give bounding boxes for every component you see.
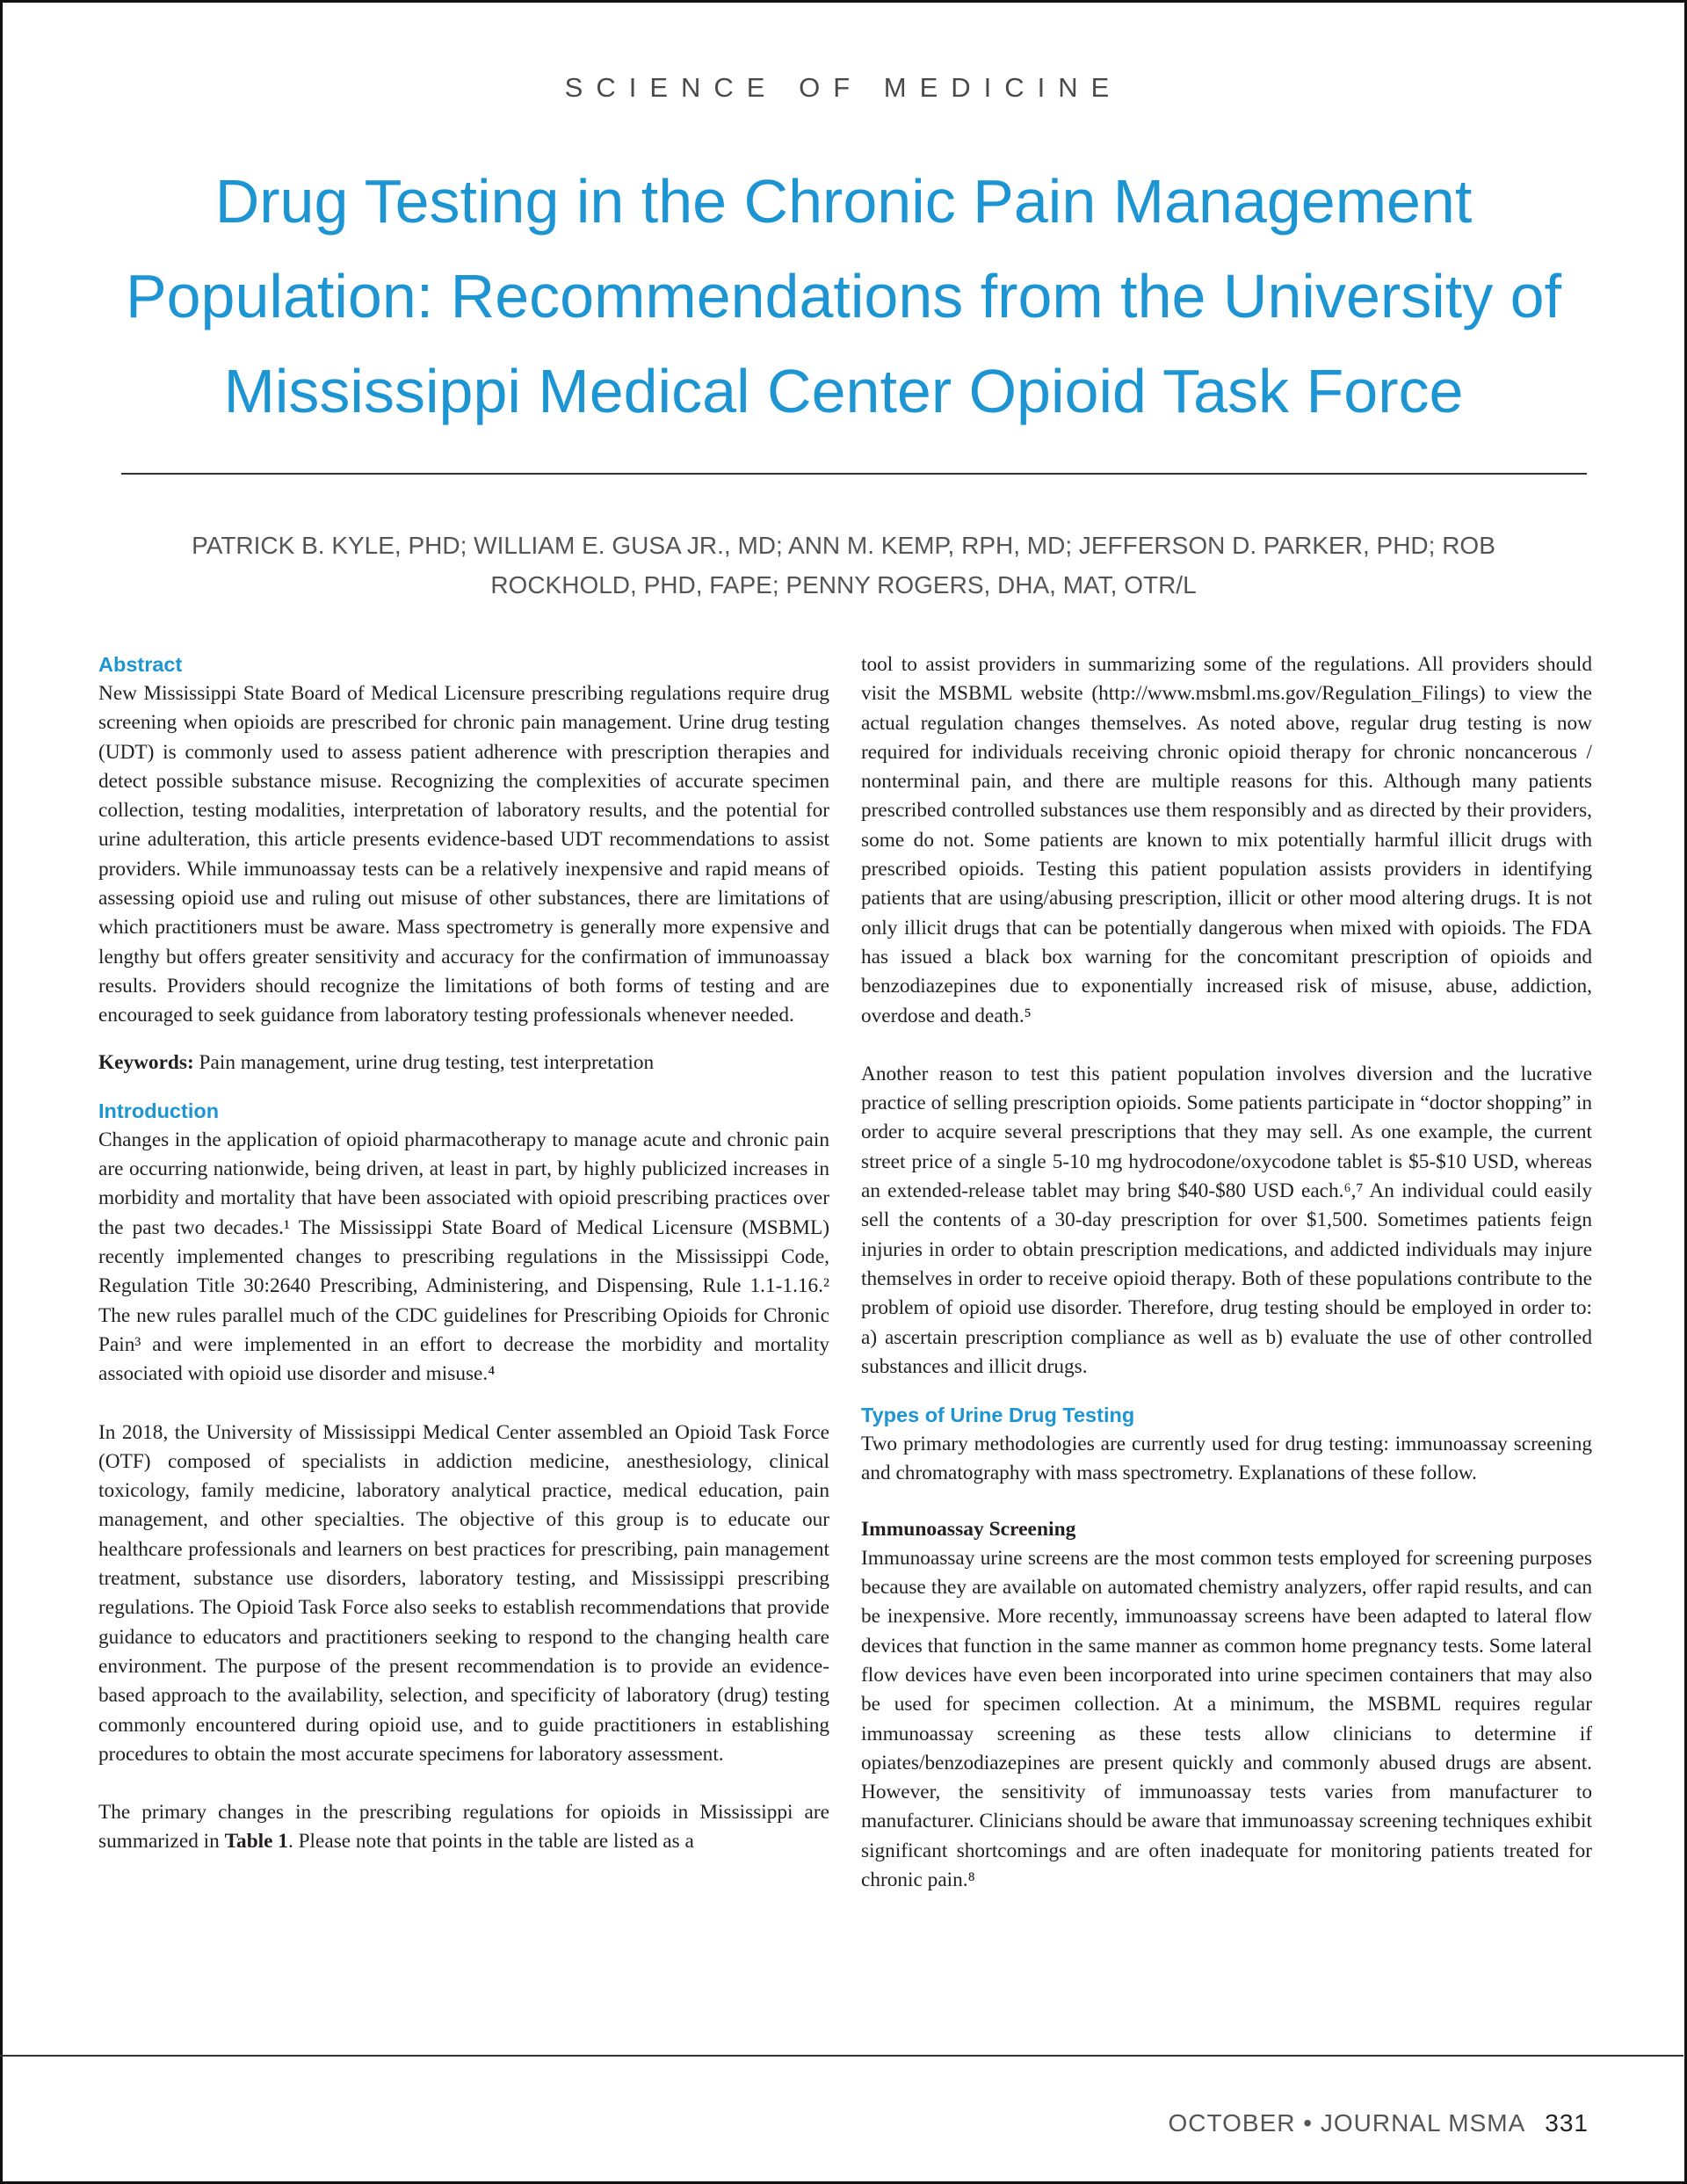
page-footer xyxy=(1169,2109,1589,2137)
abstract-text: New Mississippi State Board of Medical Licensure prescribing regulations require drug screening when opioids are prescribed for chronic pain management. Urine drug testing (UDT) is commonly used to assess patient adherence with prescription therapies and detect possible substance misuse. Recognizing the complexities of accurate specimen collection, testing modalities, interpretation of laboratory results, and the potential for urine adulteration, this article presents evidence-based UDT recommendations to assist providers. While immunoassay tests can be a relatively inexpensive and rapid means of assessing opioid use and ruling out misuse of other substances, there are limitations of which practitioners must be aware. Mass spectrometry is generally more expensive and lengthy but offers greater sensitivity and accuracy for the confirmation of immunoassay results. Providers should recognize the limitations of both forms of testing and are encouraged to seek guidance from laboratory testing professionals whenever needed. xyxy=(98,682,829,1027)
article-title: Drug Testing in the Chronic Pain Management Population: Recommendations from the University of Mississippi Medical Center Opioid Task Force xyxy=(125,167,1562,425)
journal-name: OCTOBER • JOURNAL MSMA xyxy=(1168,2109,1526,2137)
table-1-reference: Table 1 xyxy=(224,1830,288,1854)
abstract-heading: Abstract xyxy=(98,653,183,676)
immunoassay-text: Immunoassay urine screens are the most common tests employed for screening purposes because they are available on automated chemistry analyzers, offer rapid results, and can be inexpensive. More recently, immunoassay screens have been adapted to lateral flow devices that function in the same manner as common home pregnancy tests. Some lateral flow devices have even been incorporated into urine specimen containers that may also be used for specimen collection. At a minimum, the MSBML requires regular immunoassay screening as these tests allow clinicians to determine if opiates/benzodiazepines are present quickly and commonly abused drugs are absent. However, the sensitivity of immunoassay tests varies from manufacturer to manufacturer. Clinicians should be aware that immunoassay screening techniques exhibit significant shortcomings and are often inadequate for monitoring patients treated for chronic pain.⁸ xyxy=(861,1546,1592,1891)
right-paragraph-2: Another reason to test this patient population involves diversion and the lucrative practice of selling prescription opioids. Some patients participate in “doctor shopping” in order to acquire several prescriptions that they may sell. As one example, the current street price of a single 5-10 mg hydrocodone/oxycodone tablet is $5-$10 USD, whereas an extended-release tablet may bring $40-$80 USD each.⁶,⁷ An individual could easily sell the contents of a 30-day prescription for over $1,500. Sometimes patients feign injuries in order to obtain prescription medications, and addicted individuals may injure themselves in order to receive opioid therapy. Both of these populations contribute to the problem of opioid use disorder. Therefore, drug testing should be employed in order to: a) ascertain prescription compliance as well as b) evaluate the use of other controlled substances and illicit drugs. xyxy=(861,1062,1592,1378)
section-kicker: SCIENCE OF MEDICINE xyxy=(564,72,1123,103)
right-paragraph-1: tool to assist providers in summarizing some of the regulations. All providers should visit the MSBML website (http://www.msbml.ms.gov/Regulation_Filings) to view the actual regulation changes themselves. As noted above, regular drug testing is now required for individuals receiving chronic opioid therapy for chronic noncancerous / nonterminal pain, and there are multiple reasons for this. Although many patients prescribed controlled substances use them responsibly and as directed by their providers, some do not. Some patients are known to mix potentially harmful illicit drugs with prescribed opioids. Testing this patient population assists providers in identifying patients that are using/abusing prescription, illicit or other mood altering drugs. It is not only illicit drugs that can be potentially dangerous when mixed with opioids. The FDA has issued a black box warning for the concomitant prescription of opioids and benzodiazepines due to exponentially increased risk of misuse, abuse, addiction, overdose and death.⁵ xyxy=(861,653,1592,1027)
types-heading: Types of Urine Drug Testing xyxy=(861,1404,1135,1427)
intro-paragraph-3 xyxy=(98,1798,829,1857)
intro-p3-end: . Please note that points in the table are listed as a xyxy=(287,1830,694,1854)
introduction-heading: Introduction xyxy=(98,1099,220,1122)
intro-paragraph-1: Changes in the application of opioid pharmacotherapy to manage acute and chronic pain are occurring nationwide, being driven, at least in part, by highly publicized increases in morbidity and mortality that have been associated with opioid prescribing practices over the past two decades.¹ The Mississippi State Board of Medical Licensure (MSBML) recently implemented changes to prescribing regulations in the Mississippi Code, Regulation Title 30:2640 Prescribing, Administering, and Dispensing, Rule 1.1-1.16.² The new rules parallel much of the CDC guidelines for Prescribing Opioids for Chronic Pain³ and were implemented in an effort to decrease the morbidity and mortality associated with opioid use disorder and misuse.⁴ xyxy=(98,1128,829,1386)
author-list: PATRICK B. KYLE, PHD; WILLIAM E. GUSA JR., MD; ANN M. KEMP, RPH, MD; JEFFERSON D. PARKER, PHD; ROB ROCKHOLD, PHD, FAPE; PENNY ROGERS, DHA, MAT, OTR/L xyxy=(192,532,1495,599)
page-number: 331 xyxy=(1545,2109,1589,2137)
left-column xyxy=(98,650,829,2057)
intro-paragraph-2: In 2018, the University of Mississippi Medical Center assembled an Opioid Task Force (OTF) composed of specialists in addiction medicine, anesthesiology, clinical toxicology, family medicine, laboratory analytical practice, medical education, pain management, and other specialties. The objective of this group is to educate our healthcare professionals and learners on best practices for prescribing, pain management treatment, substance use disorders, laboratory testing, and Mississippi prescribing regulations. The Opioid Task Force also seeks to establish recommendations that provide guidance to educators and practitioners seeking to respond to the changing health care environment. The purpose of the present recommendation is to provide an evidence-based approach to the availability, selection, and specificity of laboratory (drug) testing commonly encountered during opioid use, and to guide practitioners in establishing procedures to obtain the most accurate specimens for laboratory assessment. xyxy=(98,1420,829,1766)
keywords-label: Keywords: xyxy=(98,1050,194,1074)
keywords xyxy=(98,1048,829,1077)
intro-p3-start: The primary changes in the prescribing regulations for opioids in Mississippi are summarized in xyxy=(98,1801,829,1854)
footer-divider xyxy=(0,2055,1683,2057)
title-divider xyxy=(121,473,1587,475)
right-column xyxy=(861,650,1592,2057)
keywords-text: Pain management, urine drug testing, test interpretation xyxy=(199,1050,655,1074)
immunoassay-heading: Immunoassay Screening xyxy=(861,1517,1076,1541)
types-text: Two primary methodologies are currently used for drug testing: immunoassay screening and chromatography with mass spectrometry. Explanations of these follow. xyxy=(861,1433,1592,1485)
